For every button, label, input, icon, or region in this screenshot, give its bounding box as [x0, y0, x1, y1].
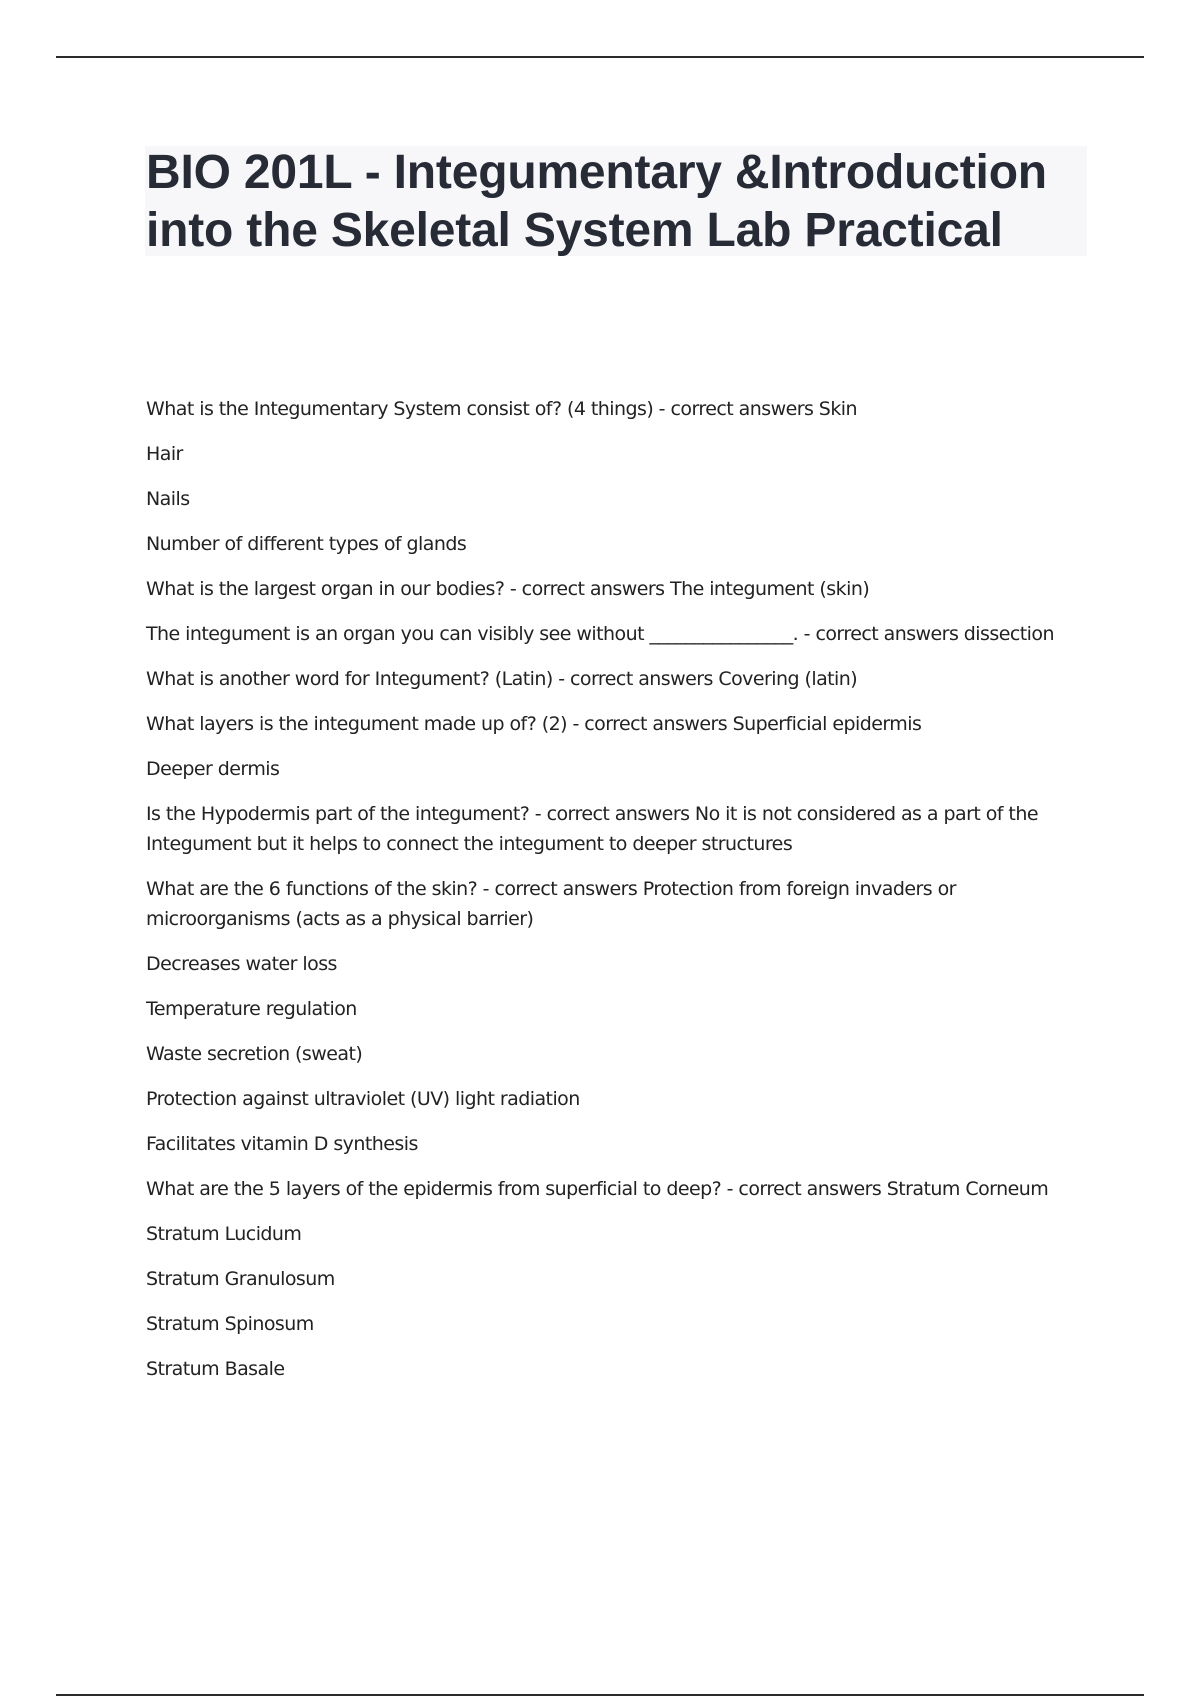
paragraph-3: Nails — [146, 488, 190, 510]
paragraph-12: Decreases water loss — [146, 953, 337, 975]
paragraph-11: What are the 6 functions of the skin? - correct answers Protection from foreign invaders or microorganisms (acts as a physical barrier) — [146, 878, 956, 930]
paragraph-4: Number of different types of glands — [146, 533, 467, 555]
paragraph-18: Stratum Lucidum — [146, 1223, 302, 1245]
paragraph-13: Temperature regulation — [146, 998, 357, 1020]
paragraph-5: What is the largest organ in our bodies? - correct answers The integument (skin) — [146, 578, 870, 600]
paragraph-16: Facilitates vitamin D synthesis — [146, 1133, 418, 1155]
paragraph-21: Stratum Basale — [146, 1358, 285, 1380]
paragraph-19: Stratum Granulosum — [146, 1268, 335, 1290]
paragraph-14: Waste secretion (sweat) — [146, 1043, 363, 1065]
paragraph-8: What layers is the integument made up of? (2) - correct answers Superficial epidermis — [146, 713, 922, 735]
paragraph-17: What are the 5 layers of the epidermis from superficial to deep? - correct answers Stratum Corneum — [146, 1178, 1049, 1200]
paragraph-1: What is the Integumentary System consist of? (4 things) - correct answers Skin — [146, 398, 857, 420]
paragraph-20: Stratum Spinosum — [146, 1313, 314, 1335]
paragraph-6: The integument is an organ you can visibly see without ________________. - correct answers dissection — [146, 623, 1054, 645]
paragraph-9: Deeper dermis — [146, 758, 280, 780]
document-title: BIO 201L - Integumentary &Introduction into the Skeletal System Lab Practical — [146, 146, 1047, 257]
paragraph-10: Is the Hypodermis part of the integument? - correct answers No it is not considered as a part of the Integument but it helps to connect the integument to deeper structures — [146, 803, 1038, 855]
paragraph-15: Protection against ultraviolet (UV) light radiation — [146, 1088, 580, 1110]
top-rule — [56, 56, 1144, 58]
bottom-rule — [56, 1694, 1144, 1696]
paragraph-7: What is another word for Integument? (Latin) - correct answers Covering (latin) — [146, 668, 858, 690]
document-body — [146, 394, 1091, 1399]
paragraph-2: Hair — [146, 443, 183, 465]
